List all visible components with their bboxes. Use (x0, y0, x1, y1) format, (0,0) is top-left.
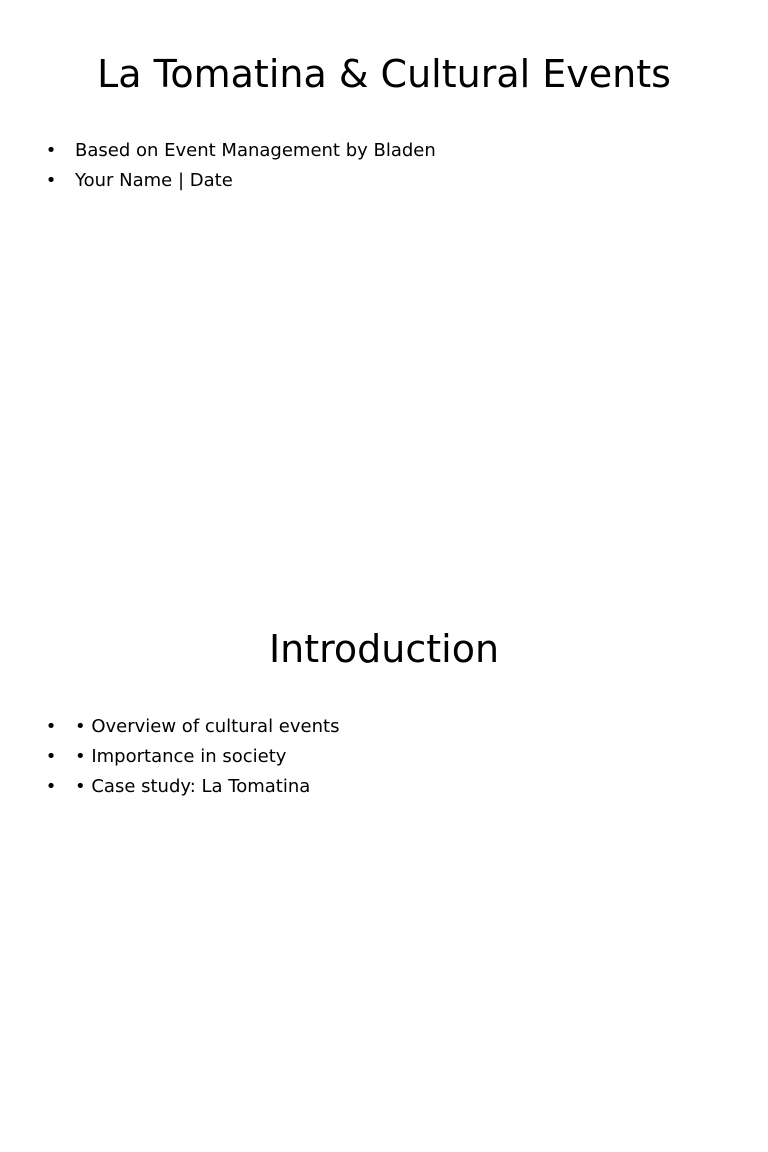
bullet-text: Your Name | Date (75, 170, 233, 191)
bullet-icon: • (45, 716, 57, 737)
introduction-slide (0, 576, 768, 1152)
list-item (0, 168, 768, 198)
slide-title: La Tomatina & Cultural Events (97, 52, 671, 96)
bullet-icon: • (45, 746, 57, 767)
bullet-icon: • (45, 140, 57, 161)
bullet-icon: • (45, 170, 57, 191)
bullet-text: • Overview of cultural events (75, 716, 340, 737)
bullet-icon: • (45, 776, 57, 797)
list-item (0, 744, 768, 774)
list-item (0, 138, 768, 168)
list-item (0, 714, 768, 744)
bullet-list (0, 714, 768, 804)
bullet-list (0, 138, 768, 198)
bullet-text: Based on Event Management by Bladen (75, 140, 436, 161)
bullet-text: • Case study: La Tomatina (75, 776, 311, 797)
bullet-text: • Importance in society (75, 746, 287, 767)
list-item (0, 774, 768, 804)
slide-title: Introduction (268, 627, 500, 671)
